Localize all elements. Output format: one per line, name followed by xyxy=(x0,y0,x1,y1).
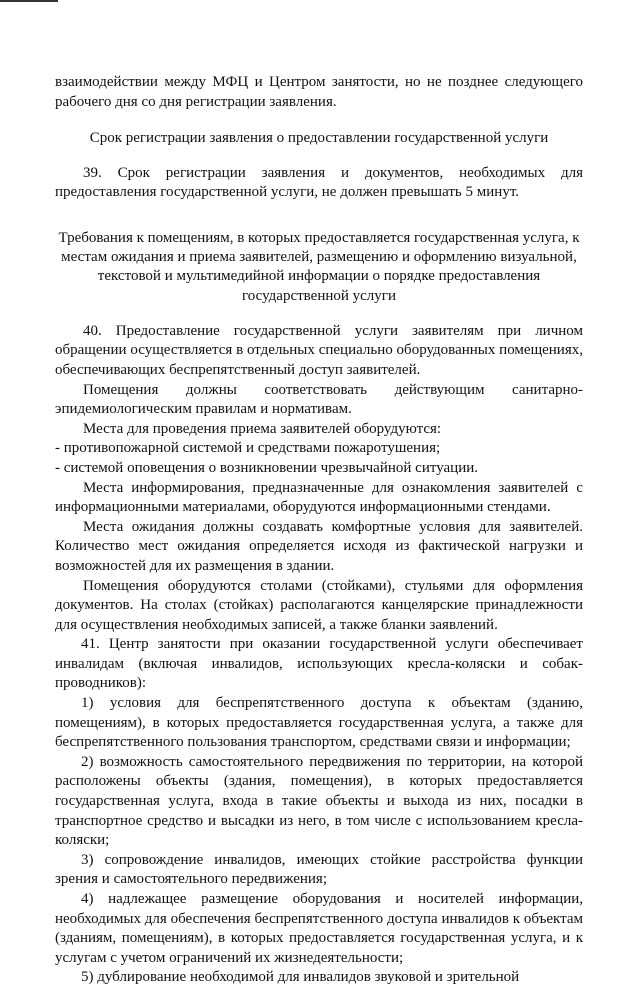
clause-40: 40. Предоставление государственной услуги заявителям при личном обращении осуществляется в отдельных специально оборудованных помещениях, обеспечивающих беспрепятственный доступ заявителей. xyxy=(55,322,583,378)
scan-corner-mark xyxy=(0,0,58,2)
list-item-1-access-conditions: 1) условия для беспрепятственного доступа к объектам (зданию, помещениям), в которых предоставляется государственная услуга, а также для беспрепятственного пользования транспортом, средствами связи и информации; xyxy=(55,695,583,751)
list-item-fire-protection: - противопожарной системой и средствами пожаротушения; xyxy=(55,440,441,457)
clause-41: 41. Центр занятости при оказании государственной услуги обеспечивает инвалидам (включая инвалидов, использующих кресла-коляски и собак-проводников): xyxy=(55,636,583,692)
paragraph-reception-equipment: Места для проведения приема заявителей оборудуются: xyxy=(83,420,442,437)
document-page xyxy=(55,73,583,988)
paragraph-sanitary-norms: Помещения должны соответствовать действующим санитарно-эпидемиологическим правилам и нормативам. xyxy=(55,381,583,418)
paragraph-continuation: взаимодействии между МФЦ и Центром занятости, но не позднее следующего рабочего дня со дня регистрации заявления. xyxy=(55,74,583,110)
paragraph-desks-and-chairs: Помещения оборудуются столами (стойками), стульями для оформления документов. На столах (стойках) располагаются канцелярские принадлежности для осуществления необходимых записей, а также бланки заявлений. xyxy=(55,577,583,633)
list-item-emergency-alert: - системой оповещения о возникновении чрезвычайной ситуации. xyxy=(55,459,479,476)
list-item-3-accompaniment: 3) сопровождение инвалидов, имеющих стойкие расстройства функции зрения и самостоятельного передвижения; xyxy=(55,851,583,888)
section-heading-premises-requirements: Требования к помещениям, в которых предоставляется государственная услуга, к местам ожидания и приема заявителей, размещению и оформлению визуальной, текстовой и мультимедийной информации о порядке предоставления государственной услуги xyxy=(58,229,580,304)
list-item-2-independent-movement: 2) возможность самостоятельного передвижения по территории, на которой расположены объекты (здания, помещения), в которых предоставляется государственная услуга, входа в такие объекты и выхода из них, посадки в транспортное средство и высадки из него, в том числе с использованием кресла-коляски; xyxy=(55,753,583,849)
list-item-4-equipment-placement: 4) надлежащее размещение оборудования и носителей информации, необходимых для обеспечения беспрепятственного доступа инвалидов к объектам (зданиям, помещениям), в которых предоставляется государственная услуга, и к услугам с учетом ограничений их жизнедеятельности; xyxy=(55,891,583,966)
paragraph-information-stands: Места информирования, предназначенные для ознакомления заявителей с информационными материалами, оборудуются информационными стендами. xyxy=(55,479,583,516)
paragraph-waiting-areas: Места ожидания должны создавать комфортные условия для заявителей. Количество мест ожидания определяется исходя из фактической нагрузки и возможностей для их размещения в здании. xyxy=(55,518,583,574)
list-item-5-duplication: 5) дублирование необходимой для инвалидов звуковой и зрительной xyxy=(81,969,520,986)
section-heading-registration-term: Срок регистрации заявления о предоставлении государственной услуги xyxy=(89,130,549,147)
clause-39: 39. Срок регистрации заявления и документов, необходимых для предоставления государственной услуги, не должен превышать 5 минут. xyxy=(55,164,583,201)
